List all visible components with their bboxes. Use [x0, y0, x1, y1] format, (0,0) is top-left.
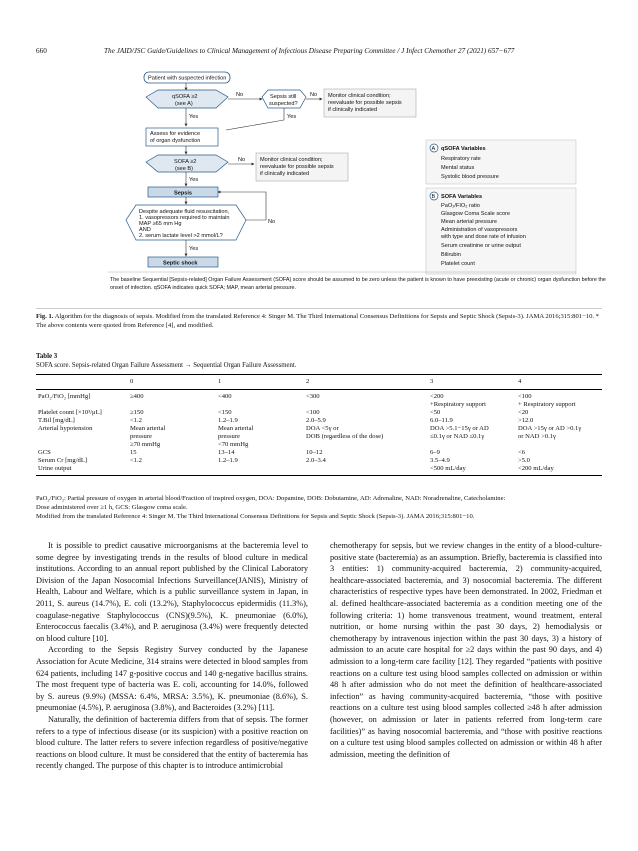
- sepsis-suspected: suspected?: [269, 101, 298, 107]
- table-cell: <200 mL/day: [516, 465, 602, 476]
- panel-a-title: qSOFA Variables: [441, 146, 486, 152]
- arrow-yes-2: Yes: [287, 114, 297, 120]
- table-cell: DOA >15γ or AD >0.1γ or NAD >0.1γ: [518, 425, 582, 440]
- table-cell: [304, 465, 428, 476]
- body-column-right: [330, 540, 602, 760]
- table-cell: ≥150: [130, 409, 144, 416]
- sepsis-still: Sepsis still: [270, 94, 297, 100]
- panel-a-item: Systolic blood pressure: [441, 174, 499, 180]
- table-cell: DOA >5.1−15γ or AD ≤0.1γ or NAD ≤0.1γ: [430, 425, 489, 440]
- table-cell: Mean arterial pressure ≥70 mmHg: [130, 425, 166, 448]
- table-label: Table 3: [36, 353, 58, 360]
- table-footnotes: [36, 494, 602, 521]
- box-start: Patient with suspected infection: [148, 75, 227, 82]
- table-cell: GCS: [38, 449, 51, 456]
- table-cell: Serum Cr [mg/dL]: [38, 457, 88, 464]
- monitor1-l2: reevaluate for possible sepsis: [328, 100, 402, 106]
- table-cell: 2.0–3.4: [306, 457, 326, 464]
- sofa-see: (see B): [175, 166, 194, 172]
- table-header-row: [36, 375, 602, 390]
- table-cell: 1.2–1.9: [218, 457, 238, 464]
- page-number: 660: [36, 47, 47, 55]
- box-septic-shock: Septic shock: [163, 260, 198, 267]
- paragraph: According to the Sepsis Registry Survey conducted by the Japanese Association for Acute Medicine, 314 strains were detected in blood samples from 624 patients, including 147 g-positive coccus and 140 g-negative bacillus strains. The most frequent type of bacteria was E. coli, accounting for 14.0%, followed by S. aureus (9.9%) (MSSA: 6.4%, MRSA: 3.5%), K. pneumoniae (8.6%), S. pneumoniae (4.5%), P. aeruginosa (3.8%), and Bacteroides (3.2%) [11].: [36, 645, 308, 713]
- running-title: The JAID/JSC Guide/Guidelines to Clinical Management of Infectious Disease Preparing Committee / J Infect Chemother 27 (2021) 657−677: [104, 47, 515, 55]
- table-cell: <50: [430, 409, 441, 416]
- assess-l2: of organ dysfunction: [150, 138, 201, 144]
- assess-l1: Assess for evidence: [150, 131, 201, 137]
- panel-b-item: Glasgow Coma Scale score: [441, 211, 511, 217]
- panel-b-item: Serum creatinine or urine output: [441, 243, 521, 249]
- table-cell: Mean arterial pressure <70 mmHg: [218, 425, 254, 448]
- table-cell: 2.0–5.9: [306, 417, 326, 424]
- table-cell: <500 mL/day: [428, 465, 516, 476]
- table-cell: 3.5–4.9: [430, 457, 450, 464]
- panel-b-item: Administration of vasopressors: [441, 227, 518, 233]
- table-cell: 10–12: [306, 449, 323, 456]
- table-cell: 1.2–1.9: [218, 417, 238, 424]
- paragraph: It is possible to predict causative microorganisms at the bacteremia level to some degree by investigating trends in the results of blood culture in medical institutions. According to an annual report published by the Clinical Laboratory Division of the Japan Nosocomial Infections Surveillance(JANIS), Ministry of Health, Labour and Welfare, which is a public surveillance system in Japan, in 2011, S. aureus (14.7%), E. coli (13.2%), Staphylococcus epidermidis (11.3%), coagulase-negative Staphylococcus (CNS)(9.5%), K. pneumoniae (6.0%), Enterococcus faecalis (3.4%), and P. aeruginosa (3.4%) were frequently detected on blood culture [10].: [36, 541, 308, 643]
- paragraph: chemotherapy for sepsis, but we review changes in the entity of a blood-culture-positive state (bacteremia) as an assumption. Briefly, bacteremia is classified into 3 entities: 1) community-acquired bacteremia, 2) community-acquired, healthcare-associated bacteremia, and 3) nosocomial bacteremia. The different characteristics of respective types have been demonstrated. In 2002, Friedman et al. defined healthcare-associated bacteremia as a condition meeting one of the following criteria: 1) home transvenous treatment, wound treatment, enteral nutrition, or home nursing within the past 30 days, 2) hemodialysis or chemotherapy by intravenous injection within the past 30 days, 3) a history of admission to an acute care hospital for ≥2 days within the past 90 days, and 4) admission to a long-term care facility [12]. They regarded “patients with positive reactions on a culture test using blood samples collected on admission or within 48 h after admission who do not meet the definition of healthcare-associated infection” as having community-acquired bacteremia, “those with positive reactions on a culture test using blood samples collected ≥48 h after admission (however, on admission or later in patients referred from long-term care facilities)” as having nosocomial bacteremia, and “those with positive reactions on a culture test using blood samples collected on admission or within 48 h after admission, meeting the definition of: [330, 541, 602, 759]
- arrow-no-4: No: [268, 219, 276, 225]
- table-cell: <150: [218, 409, 232, 416]
- table-header-cell: 1: [216, 375, 304, 390]
- table-header-cell: 3: [428, 375, 516, 390]
- box-sepsis: Sepsis: [174, 190, 193, 197]
- arrow-no-2: No: [310, 92, 318, 98]
- caption-label: Fig. 1.: [36, 313, 54, 320]
- panel-b-item: with type and dose rate of infusion: [441, 234, 526, 240]
- table-title: SOFA score. Sepsis-related Organ Failure Assessment → Sequential Organ Failure Assessment.: [36, 362, 297, 369]
- table-cell: Urine output: [36, 465, 128, 476]
- table-cell: ≥400: [130, 393, 144, 400]
- despite-l2: 1. vasopressors required to maintain: [139, 215, 230, 221]
- monitor2-l3: if clinically indicated: [260, 171, 310, 177]
- table-heading: [36, 352, 297, 370]
- table-cell: [216, 465, 304, 476]
- table-cell: Platelet count [×10³/μL]: [38, 409, 102, 416]
- table-header-cell: 4: [516, 375, 602, 390]
- despite-l1: Despite adequate fluid resuscitation,: [139, 209, 230, 215]
- table-cell: <200 +Respiratory support: [430, 393, 486, 408]
- table-cell: <20: [518, 409, 529, 416]
- paragraph: Naturally, the definition of bacteremia differs from that of sepsis. The former refers to a type of infectious disease (or its suspicion) with a positive reaction on blood culture. The latter refers to severe infection regardless of positive/negative reactions on blood culture. It must be considered that the entity of bacteremia has recently changed. The purpose of this chapter is to introduce antimicrobial: [36, 714, 308, 771]
- caption-text: Algorithm for the diagnosis of sepsis. Modified from the translated Reference 4: Singer M. The Third International Consensus Definitions for Sepsis and Septic Shock (Sepsis-3). JAMA 2016;315:801−10. * The above contents were quoted from Reference [4], and modified.: [36, 313, 599, 329]
- panel-b-item: Mean arterial pressure: [441, 219, 497, 225]
- table-cell: >5.0: [518, 457, 530, 464]
- panel-b-title: SOFA Variables: [441, 194, 483, 200]
- table-cell: 6–9: [430, 449, 440, 456]
- table-cell: <6: [518, 449, 526, 456]
- table-cell: >12.0: [518, 417, 534, 424]
- table-cell: <400: [218, 393, 232, 400]
- table-row: [36, 449, 602, 457]
- table-cell: 13–14: [218, 449, 235, 456]
- arrow-no-1: No: [236, 92, 244, 98]
- table-header-cell: 2: [304, 375, 428, 390]
- table-body: [36, 390, 602, 476]
- arrow-no-3: No: [238, 157, 246, 163]
- panel-b-letter: B: [431, 194, 436, 200]
- table-cell: Arterial hypotension: [38, 425, 93, 432]
- table-footnote: PaO₂/FiO₂: Partial pressure of oxygen in arterial blood/Fraction of inspired oxygen, DOA: Dopamine, DOB: Dobutamine, AD: Adrenaline, NAD: Noradrenaline, Catecholamine:: [36, 495, 506, 502]
- table-footnote: Modified from the translated Reference 4: Singer M. The Third International Consensus Definitions for Sepsis and Septic Shock (Sepsis-3). JAMA 2016;315:801−10.: [36, 513, 475, 520]
- table-cell: 15: [130, 449, 137, 456]
- sofa-table: [36, 374, 602, 476]
- panel-a-item: Mental status: [441, 165, 475, 171]
- monitor2-l1: Monitor clinical condition;: [260, 157, 323, 163]
- monitor2-l2: reevaluate for possible sepsis: [260, 164, 334, 170]
- sepsis-algorithm-figure: [36, 68, 602, 309]
- table-cell: <100: [306, 409, 320, 416]
- table-header-cell: [36, 375, 128, 390]
- table-row: [36, 417, 602, 425]
- table-cell: <1.2: [130, 417, 142, 424]
- arrow-yes-1: Yes: [189, 114, 199, 120]
- arrow-yes-4: Yes: [189, 246, 199, 252]
- table-header-cell: 0: [128, 375, 216, 390]
- panel-a-letter: A: [431, 146, 436, 152]
- monitor1-l3: if clinically indicated: [328, 107, 378, 113]
- table-cell: DOA <5γ or DOB (regardless of the dose): [306, 425, 384, 440]
- arrow-yes-3: Yes: [189, 177, 199, 183]
- table-row: [36, 409, 602, 417]
- despite-l5: 2. serum lactate level >2 mmol/L?: [139, 233, 223, 239]
- table-row: [36, 465, 602, 476]
- table-cell: [128, 465, 216, 476]
- qsofa-see: (see A): [175, 101, 193, 107]
- qsofa-question: qSOFA ≥2: [172, 94, 198, 100]
- sofa-question: SOFA ≥2: [174, 159, 197, 165]
- despite-l4: AND: [139, 227, 151, 233]
- table-cell: <300: [306, 393, 320, 400]
- table-row: [36, 425, 602, 449]
- table-cell: <100 + Respiratory support: [518, 393, 576, 408]
- table-cell: 6.0–11.9: [430, 417, 453, 424]
- table-cell: PaO₂/FiO₂ [mmHg]: [38, 393, 91, 400]
- body-column-left: [36, 540, 308, 772]
- panel-a-qsofa: [426, 140, 576, 184]
- monitor1-l1: Monitor clinical condition;: [328, 93, 391, 99]
- figure-note: The baseline Sequential [Sepsis-related] Organ Failure Assessment (SOFA) score should be assumed to be zero unless the patient is known to have preexisting (acute or chronic) organ dysfunction before the onset of infection. qSOFA indicates quick SOFA; MAP, mean arterial pressure.: [110, 277, 606, 291]
- panel-b-sofa: [426, 188, 576, 274]
- table-footnote: Dose administered over ≥1 h, GCS: Glasgow coma scale.: [36, 504, 188, 511]
- table-row: [36, 457, 602, 465]
- table-row: [36, 390, 602, 410]
- panel-a-item: Respiratory rate: [441, 156, 481, 162]
- despite-l3: MAP ≥65 mm Hg: [139, 221, 182, 227]
- panel-b-item: PaO₂/FIO₂ ratio: [441, 203, 480, 209]
- table-cell: <1.2: [130, 457, 142, 464]
- figure-caption: [36, 312, 602, 330]
- panel-b-item: Bilirubin: [441, 252, 461, 258]
- panel-b-item: Platelet count: [441, 261, 475, 267]
- table-cell: T.Bil [mg/dL]: [38, 417, 75, 424]
